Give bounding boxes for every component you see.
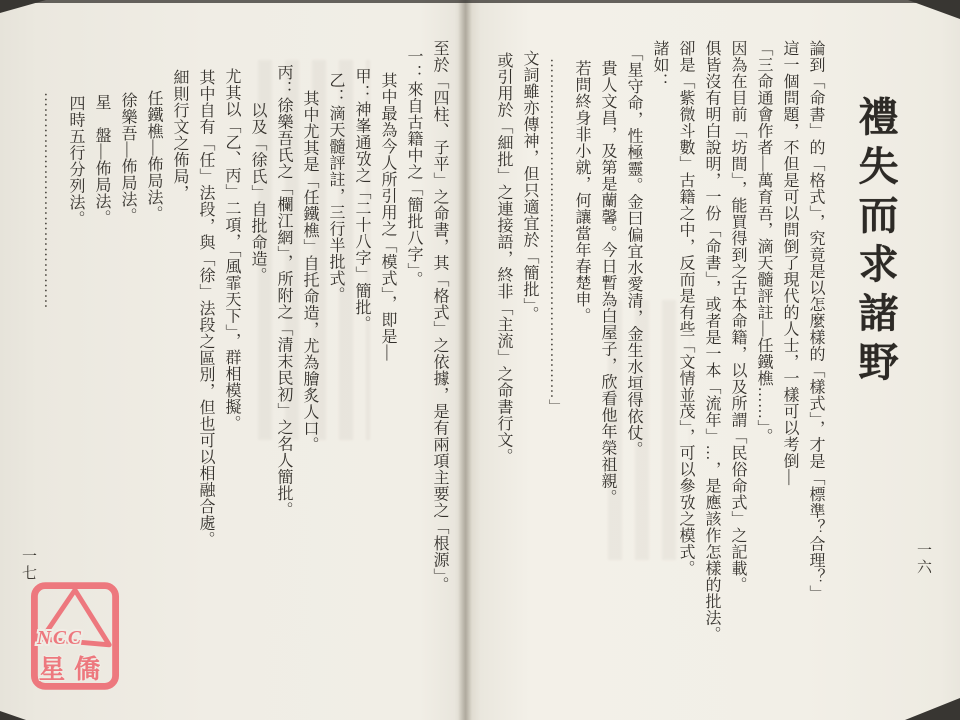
stamp-acronym: NCC [36,627,83,649]
text-column: 徐樂吾—佈局法。 [119,92,136,224]
text-column: 其中尤其是「任鐵樵」自托命造，尤為膾炙人口。 [301,90,318,453]
text-column: 貴人文昌，及第是蘭馨。今日暫為白屋子，欣看他年榮祖親。 [599,60,616,506]
text-column: 其中最為今人所引用之「模式」，即是— [379,72,396,361]
text-column: 甲：神峯通攷之「二十八字」簡批。 [353,68,370,332]
text-column: 一：來自古籍中之「簡批八字」。 [405,48,422,288]
text-column: 星 盤—佈局法。 [93,94,110,226]
text-column: 因為在目前「坊間」，能買得到之古本命籍，以及所謂「民俗命式」之記載。 [729,40,746,593]
text-column: 乙：滴天髓評註，三行半批式。 [327,72,344,303]
left-page-text [36,40,452,665]
photo-corner [0,711,26,720]
text-column: 「三命通會作者—萬育吾，滴天髓評註—任鐵樵……」。 [755,40,772,445]
text-column: 其中自有「任」法段，與「徐」法段之區別，但也可以相融合處。 [197,69,214,548]
chapter-title: 禮失而求諸野 [853,96,898,390]
text-column: 若問終身非小就，何讓當年春楚申。 [573,60,590,324]
text-column: 文詞雖亦傳神，但只適宜於「簡批」。 [521,50,538,323]
book-gutter [458,0,472,720]
right-page-text [490,40,828,665]
text-column: 尤其以「乙、丙」二項，「風霏天下」，群相模擬。 [223,68,240,432]
photo-corner [905,698,960,720]
text-column: 「星守命，性極靈。金曰偏宜水愛清，金生水垣得依仗。 [625,45,642,458]
photo-corner [0,0,46,13]
text-column: 丙：徐樂吾氏之「欄江網」，所附之「清末民初」之名人簡批。 [275,64,292,518]
ncc-stamp [30,581,120,691]
page-number-left: 一七 [20,548,36,582]
ellipsis-column: …………………………………… [41,92,57,309]
stamp-name: 星僑 [38,654,110,685]
text-column: 至於「四柱、子平」之命書，其「格式」之依據，是有兩項主要之「根源」。 [431,40,448,593]
text-column: 諸如： [651,40,668,90]
text-column: 以及「徐氏」自批命造。 [249,102,266,284]
text-column: 任鐵樵—佈局法。 [145,90,162,222]
text-column: 俱皆沒有明白說明，一份「命書」，或者是一本「流年」…，是應該作怎樣的批法。 [703,40,720,643]
text-column: 四時五行分列法。 [67,95,84,227]
ellipsis-column: …………………………………………………………」 [547,58,563,415]
photo-corner [908,0,960,19]
photo-edge [0,0,960,3]
text-column: 卻是「紫微斗數」古籍之中，反而是有些「文情並茂」，可以參攷之模式。 [677,40,694,577]
page-number-right: 一六 [915,542,931,576]
text-column: 論到「命書」的「格式」，究竟是以怎麼樣的「樣式」，才是「標準？合理？」 [807,40,824,602]
text-column: 細則行文之佈局， [171,69,188,201]
text-column: 或引用於「細批」之連接語，終非「主流」之命書行文。 [495,52,512,465]
text-column: 這一個問題，不但是可以問倒了現代的人士，一樣可以考倒— [781,40,798,486]
